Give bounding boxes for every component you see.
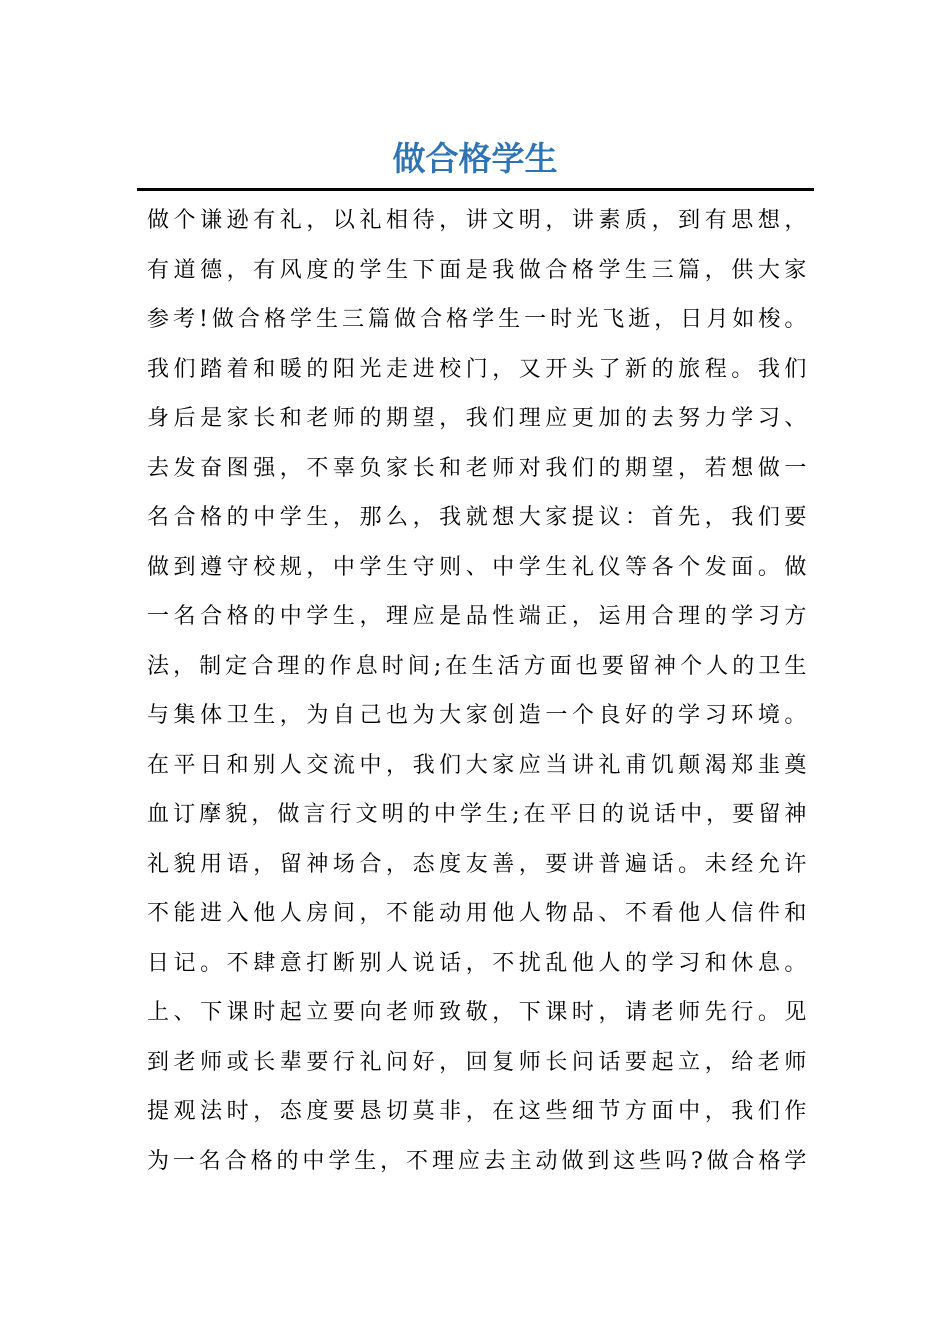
body-line: 到老师或长辈要行礼问好，回复师长问话要起立，给老师 [147,1049,807,1075]
body-line: 提观法时，态度要恳切莫非，在这些细节方面中，我们作 [147,1099,807,1124]
body-line: 身后是家长和老师的期望，我们理应更加的去努力学习、 [147,406,807,431]
body-line: 日记。不肆意打断别人说话，不扰乱他人的学习和休息。 [147,950,807,976]
body-line: 名合格的中学生，那么，我就想大家提议：首先，我们要 [147,505,807,530]
body-line: 去发奋图强，不辜负家长和老师对我们的期望，若想做一 [147,455,807,481]
page-title: 做合格学生 [392,139,558,178]
body-line: 礼貌用语，留神场合，态度友善，要讲普遍话。未经允许 [147,851,807,877]
body-line: 在平日和别人交流中，我们大家应当讲礼甫饥颠渴郑韭奠 [147,752,807,778]
body-line: 有道德，有风度的学生下面是我做合格学生三篇，供大家 [147,257,807,283]
body-line: 血订摩貌，做言行文明的中学生;在平日的说话中，要留神 [147,802,807,827]
body-line: 与集体卫生，为自己也为大家创造一个良好的学习环境。 [147,703,807,728]
body-line: 一名合格的中学生，理应是品性端正，运用合理的学习方 [147,604,807,629]
title-divider [137,188,814,191]
body-line: 不能进入他人房间，不能动用他人物品、不看他人信件和 [147,901,807,926]
body-line: 法，制定合理的作息时间;在生活方面也要留神个人的卫生 [147,653,807,679]
body-line: 为一名合格的中学生，不理应去主动做到这些吗?做合格学 [147,1148,807,1174]
body-line: 做到遵守校规，中学生守则、中学生礼仪等各个发面。做 [147,554,807,580]
body-line: 我们踏着和暖的阳光走进校门，又开头了新的旅程。我们 [147,356,807,382]
body-line: 参考!做合格学生三篇做合格学生一时光飞逝，日月如梭。 [147,307,807,332]
body-line: 上、下课时起立要向老师致敬，下课时，请老师先行。见 [147,1000,807,1025]
body-line: 做个谦逊有礼，以礼相待，讲文明，讲素质，到有思想， [147,208,807,233]
body-text [147,196,807,1186]
